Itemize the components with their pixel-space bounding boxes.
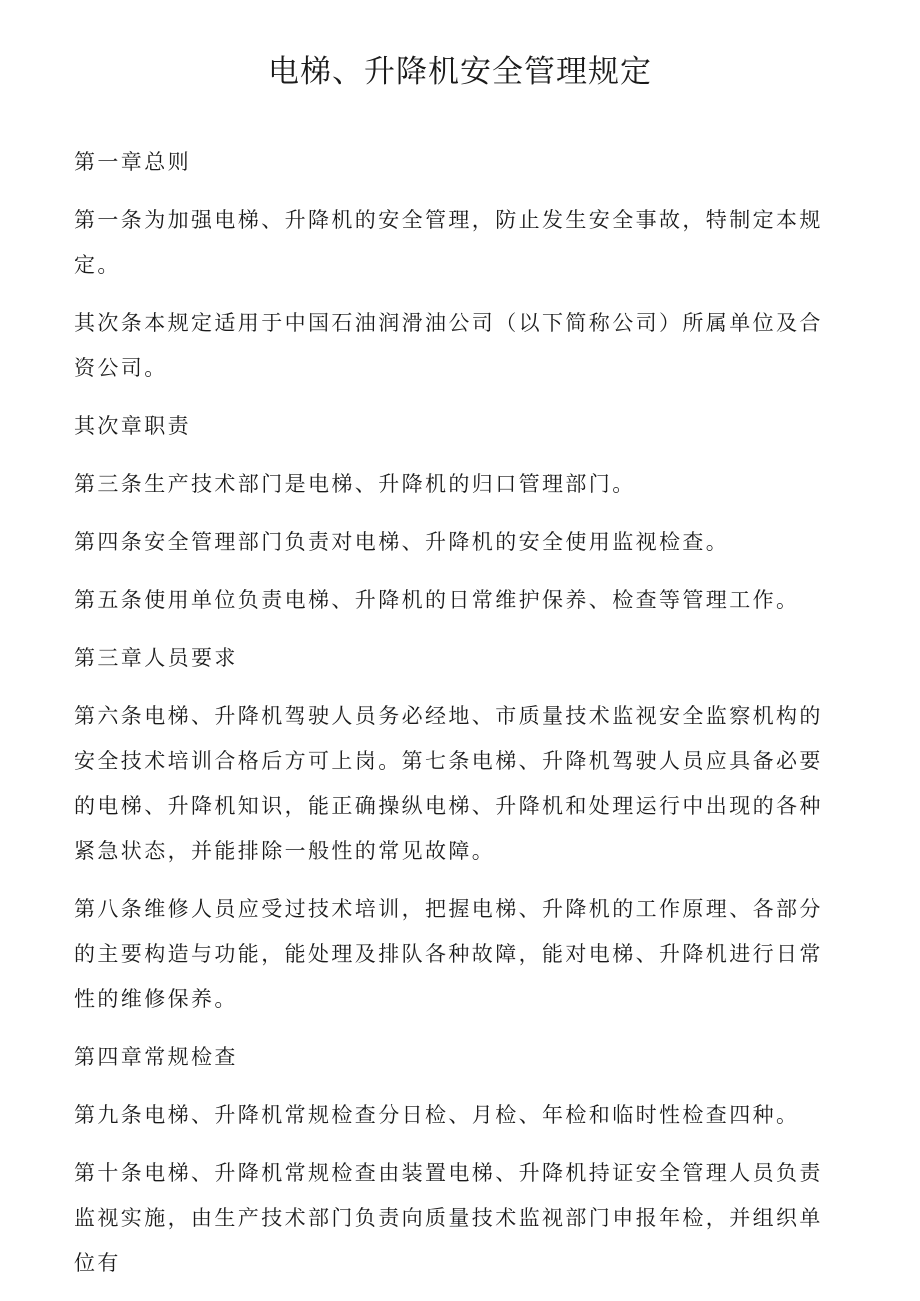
- article-paragraph: 第五条使用单位负责电梯、升降机的日常维护保养、检查等管理工作。: [74, 588, 800, 612]
- article-paragraph: 第十条电梯、升降机常规检查由装置电梯、升降机持证安全管理人员负责监视实施，由生产技术部门负责向质量技术监视部门申报年检，并组织单位有: [74, 1161, 823, 1275]
- chapter-heading: 第一章总则: [74, 150, 191, 174]
- article-paragraph: 第四条安全管理部门负责对电梯、升降机的安全使用监视检查。: [74, 530, 730, 554]
- chapter-heading: 第四章常规检查: [74, 1045, 238, 1069]
- article-paragraph: 其次条本规定适用于中国石油润滑油公司（以下简称公司）所属单位及合资公司。: [74, 311, 823, 380]
- article-paragraph: 第八条维修人员应受过技术培训，把握电梯、升降机的工作原理、各部分的主要构造与功能，能处理及排队各种故障，能对电梯、升降机进行日常性的维修保养。: [74, 897, 823, 1011]
- article-paragraph: 第六条电梯、升降机驾驶人员务必经地、市质量技术监视安全监察机构的安全技术培训合格后方可上岗。第七条电梯、升降机驾驶人员应具备必要的电梯、升降机知识，能正确操纵电梯、升降机和处理运行中出现的各种紧急状态，并能排除一般性的常见故障。: [74, 704, 823, 863]
- article-paragraph: 第一条为加强电梯、升降机的安全管理，防止发生安全事故，特制定本规定。: [74, 208, 823, 277]
- document-title: 电梯、升降机安全管理规定: [268, 54, 652, 90]
- chapter-heading: 其次章职责: [74, 414, 191, 438]
- article-paragraph: 第九条电梯、升降机常规检查分日检、月检、年检和临时性检查四种。: [74, 1103, 800, 1127]
- document-body: [74, 140, 844, 1299]
- article-paragraph: 第三条生产技术部门是电梯、升降机的归口管理部门。: [74, 472, 636, 496]
- chapter-heading: 第三章人员要求: [74, 646, 238, 670]
